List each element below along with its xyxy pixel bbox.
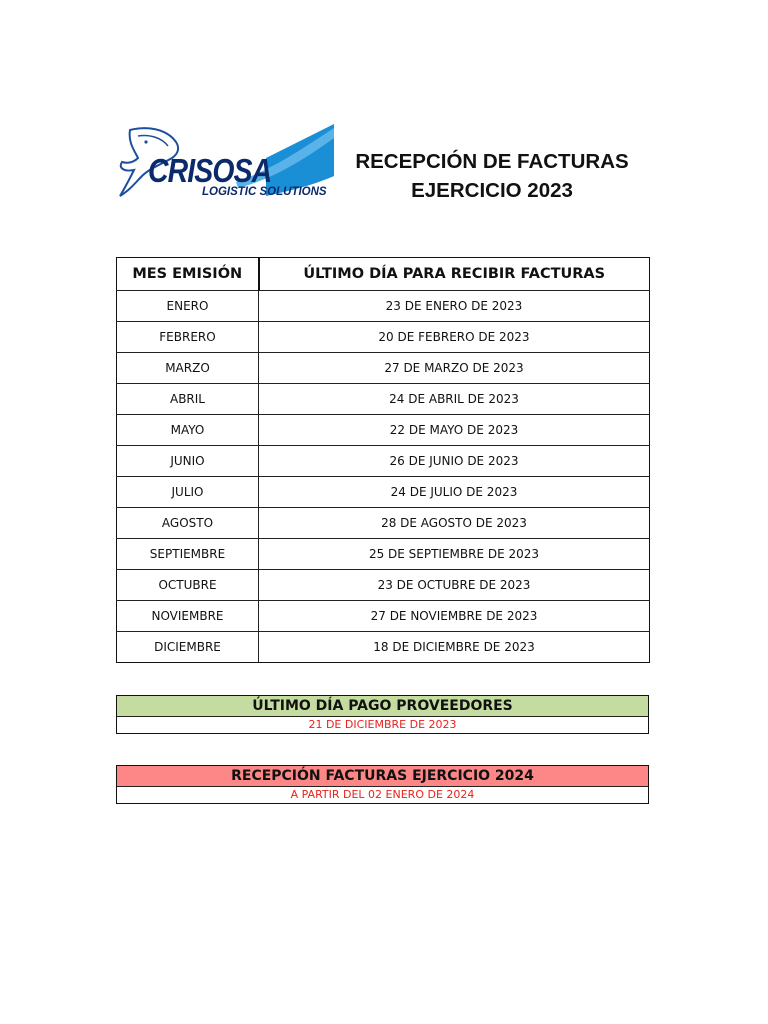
deadline-cell: 18 DE DICIEMBRE DE 2023: [259, 632, 650, 663]
crisosa-logo: [116, 124, 334, 206]
table-row: [117, 632, 650, 663]
month-cell: MARZO: [117, 353, 259, 384]
month-cell: MAYO: [117, 415, 259, 446]
month-cell: NOVIEMBRE: [117, 601, 259, 632]
table-row: [117, 601, 650, 632]
column-header-deadline: ÚLTIMO DÍA PARA RECIBIR FACTURAS: [259, 258, 650, 291]
deadline-cell: 24 DE ABRIL DE 2023: [259, 384, 650, 415]
next-year-reception-box: [116, 765, 649, 804]
deadline-cell: 22 DE MAYO DE 2023: [259, 415, 650, 446]
month-cell: SEPTIEMBRE: [117, 539, 259, 570]
supplier-payment-box: [116, 695, 649, 734]
table-row: [117, 570, 650, 601]
page-subtitle: EJERCICIO 2023: [411, 179, 573, 202]
deadline-cell: 25 DE SEPTIEMBRE DE 2023: [259, 539, 650, 570]
month-cell: AGOSTO: [117, 508, 259, 539]
deadline-cell: 24 DE JULIO DE 2023: [259, 477, 650, 508]
table-row: [117, 322, 650, 353]
page-title: RECEPCIÓN DE FACTURAS: [355, 150, 629, 173]
logo-wordmark: CRISOSA: [148, 152, 272, 189]
month-cell: JUNIO: [117, 446, 259, 477]
month-cell: DICIEMBRE: [117, 632, 259, 663]
table-row: [117, 477, 650, 508]
deadline-cell: 28 DE AGOSTO DE 2023: [259, 508, 650, 539]
deadline-cell: 27 DE MARZO DE 2023: [259, 353, 650, 384]
deadline-cell: 27 DE NOVIEMBRE DE 2023: [259, 601, 650, 632]
deadline-cell: 23 DE ENERO DE 2023: [259, 291, 650, 322]
month-cell: ENERO: [117, 291, 259, 322]
month-cell: FEBRERO: [117, 322, 259, 353]
column-header-month: MES EMISIÓN: [117, 258, 259, 291]
deadline-cell: 23 DE OCTUBRE DE 2023: [259, 570, 650, 601]
table-row: [117, 384, 650, 415]
month-cell: JULIO: [117, 477, 259, 508]
table-row: [117, 291, 650, 322]
table-header-row: [117, 258, 650, 291]
month-cell: OCTUBRE: [117, 570, 259, 601]
supplier-payment-date: 21 DE DICIEMBRE DE 2023: [308, 718, 457, 731]
table-row: [117, 415, 650, 446]
month-cell: ABRIL: [117, 384, 259, 415]
logo-tagline: LOGISTIC SOLUTIONS: [202, 186, 327, 198]
table-row: [117, 446, 650, 477]
deadline-cell: 26 DE JUNIO DE 2023: [259, 446, 650, 477]
supplier-payment-heading: ÚLTIMO DÍA PAGO PROVEEDORES: [117, 696, 648, 717]
table-row: [117, 508, 650, 539]
deadline-cell: 20 DE FEBRERO DE 2023: [259, 322, 650, 353]
table-row: [117, 539, 650, 570]
next-year-reception-date: A PARTIR DEL 02 ENERO DE 2024: [290, 788, 475, 801]
invoice-deadline-table: [116, 257, 650, 663]
next-year-reception-heading: RECEPCIÓN FACTURAS EJERCICIO 2024: [117, 766, 648, 787]
table-row: [117, 353, 650, 384]
